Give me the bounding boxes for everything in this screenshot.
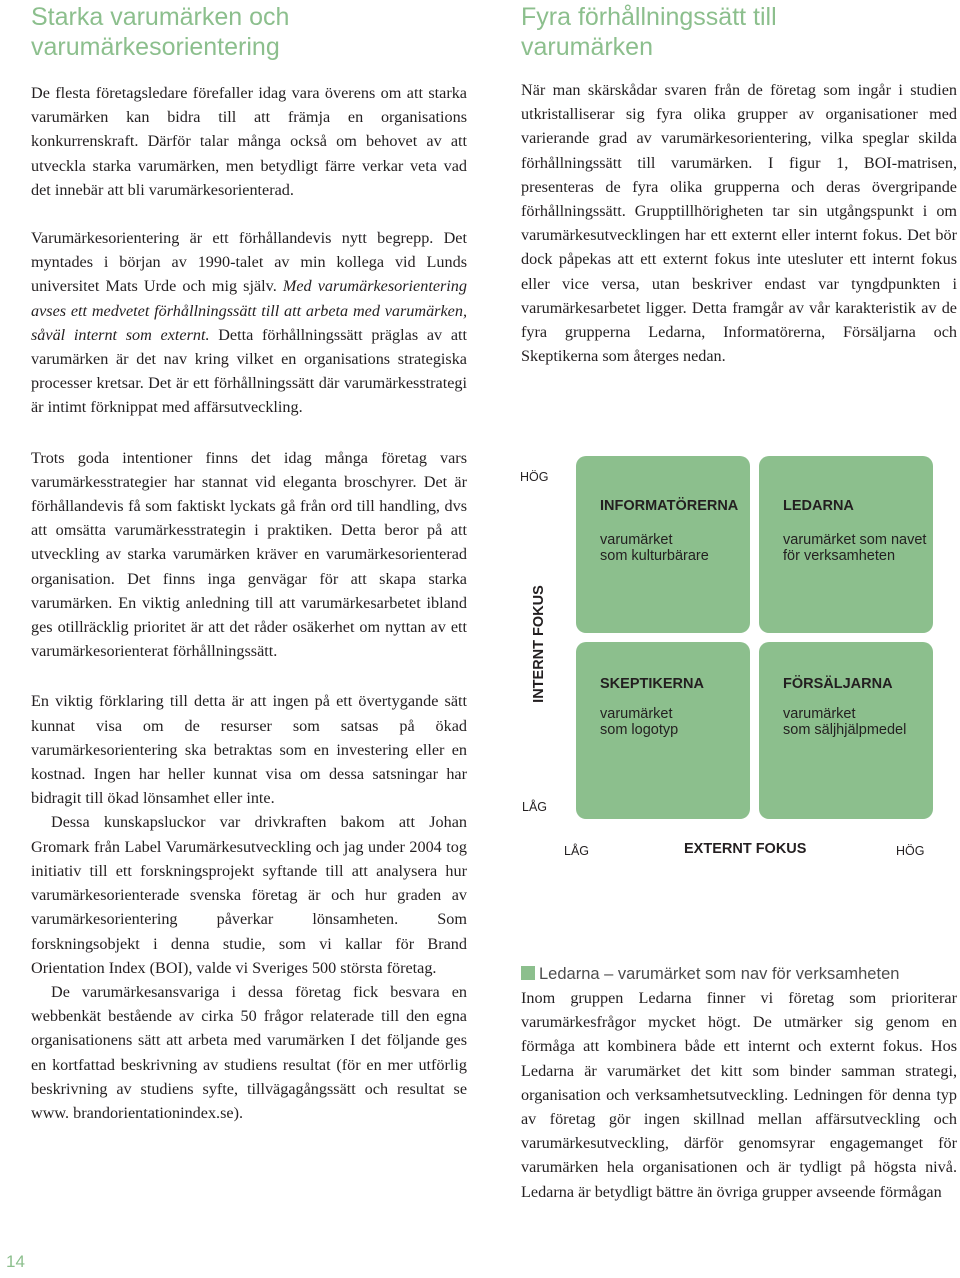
- left-column: [31, 0, 467, 1125]
- quadrant-title: SKEPTIKERNA: [600, 676, 704, 692]
- quadrant-title: LEDARNA: [783, 498, 854, 514]
- boi-matrix: [510, 448, 950, 868]
- left-paragraph-2-start: Varumärkesorientering är ett förhållandevis nytt begrepp. Det myntades i början av 1990-talet av min kollega vid Lunds universitet Mats Urde och mig själv.: [31, 229, 467, 296]
- right-heading: [521, 2, 957, 62]
- quadrant-description: varumärket som säljhjälpmedel: [783, 706, 907, 738]
- right-paragraph-2-wrapper: [521, 986, 957, 1204]
- quadrant-ledarna: [759, 456, 933, 633]
- quadrant-informatorerna: [576, 456, 750, 633]
- right-paragraph-2: Inom gruppen Ledarna finner vi företag som prioriterar varumärkesfrågor mycket högt. De utmärker sig genom en förmåga att kombinera både ett internt och externt fokus. Hos Ledarna är varumärket det kitt som binder samman strategi, organisation och verksamhetsutveckling. Ledningen för denna typ av företag gör ingen skillnad mellan affärsutveckling och varumärkesutveckling, därför genomsyrar engagemanget för varumärken hela organisationen och är tydligt på högsta nivå. Ledarna är betydligt bättre än övriga grupper avseende förmågan: [521, 989, 957, 1201]
- quadrant-title: INFORMATÖRERNA: [600, 498, 739, 514]
- ledarna-subheading-text: Ledarna – varumärket som nav för verksamheten: [539, 965, 900, 983]
- left-heading-line1: Starka varumärken och: [31, 3, 290, 31]
- left-paragraph-2-italic: Med varumärkesorientering avses ett medvetet förhållningssätt till att arbeta med varumärken, såväl internt som externt.: [31, 277, 467, 344]
- quadrant-description: varumärket som kulturbärare: [600, 532, 709, 564]
- right-heading-line1: Fyra förhållningssätt till: [521, 3, 777, 31]
- y-axis-title: INTERNT FOKUS: [531, 585, 547, 703]
- left-paragraph-1: De flesta företagsledare förefaller idag vara överens om att starka varumärken kan bidra till att främja en organisations konkurrenskraft. Därför talar många också om behovet av att utveckla starka varumärken, men betydligt färre verkar veta vad det innebär att bli varumärkesorienterad.: [31, 84, 467, 199]
- quadrant-skeptikerna: [576, 642, 750, 819]
- right-body: [521, 78, 957, 368]
- left-paragraph-5: Dessa kunskapsluckor var drivkraften bakom att Johan Gromark från Label Varumärkesutveckling och jag under 2004 tog initiativ till ett forskningsprojekt syftande till att analysera hur varumärkesorienterade svenska företag är och hur graden av varumärkesorientering påverkar lönsamheten. Som forskningsobjekt i denna studie, som vi kallar för Brand Orientation Index (BOI), valde vi Sveriges 500 största företag.: [31, 813, 467, 977]
- quadrant-description: varumärket som navet för verksamheten: [783, 532, 927, 564]
- right-column: [521, 0, 957, 368]
- x-axis-high-label: HÖG: [896, 844, 925, 858]
- x-axis-title: EXTERNT FOKUS: [684, 841, 807, 857]
- page-number: 14: [6, 1252, 25, 1271]
- left-paragraph-4: En viktig förklaring till detta är att ingen på ett övertygande sätt kunnat visa om de resurser som satsas på ökad varumärkesorientering ska betraktas som en investering eller en kostnad. Ingen har heller kunnat visa om dessa satsningar har bidragit till ökad lönsamhet eller inte.: [31, 692, 467, 808]
- left-paragraph-6: De varumärkesansvariga i dessa företag fick besvara en webbenkät bestående av cirka 50 frågor relaterade till den egna organisationens sätt att arbeta med varumärken I det följande ges en kortfattad beskrivning av studiens resultat (för en mer utförlig beskrivning av studiens syfte, tillvägagångssätt och resultat se www. brandorientationindex.se).: [31, 982, 467, 1122]
- left-paragraph-2-end: Detta förhållningssätt präglas av att varumärken är det nav kring vilket en organisations strategiska processer kretsar. Det är ett förhållningssätt där varumärkesstrategi är intimt förknippat med affärsutveckling.: [31, 325, 467, 417]
- quadrant-forsaljarna: [759, 642, 933, 819]
- green-square-icon: [521, 966, 535, 980]
- quadrant-description: varumärket som logotyp: [600, 706, 679, 738]
- quadrant-title: FÖRSÄLJARNA: [783, 676, 893, 692]
- y-axis-high-label: HÖG: [520, 470, 549, 484]
- left-paragraph-3: Trots goda intentioner finns det idag många företag vars varumärkesstrategier har stannat vid eleganta broschyrer. Det är förhållandevis få som faktiskt lyckats gå från ord till handling, dvs att omsätta varumärkesstrategin i praktiken. Detta beror på att utveckling av starka varumärken kräver en varumärkesorienterad organisation. Det finns inga genvägar för att skapa starka varumärken. En viktig anledning till att varumärkesarbetet ibland ges otillräcklig prioritet är att det råder osäkerhet om nyttan av ett varumärkesorienterat förhållningssätt.: [31, 448, 467, 661]
- right-heading-line2: varumärken: [521, 33, 653, 61]
- left-body: [31, 81, 467, 1125]
- left-heading: [31, 2, 467, 62]
- y-axis-low-label: LÅG: [522, 800, 548, 814]
- ledarna-subheading: [521, 962, 957, 986]
- left-paragraph-2: [31, 226, 467, 420]
- left-heading-line2: varumärkesorientering: [31, 33, 280, 61]
- x-axis-low-label: LÅG: [564, 844, 590, 858]
- right-paragraph-1: När man skärskådar svaren från de företag som ingår i studien utkristalliserar sig fyra olika grupper av organisationer med varierande grad av varumärkesorientering, vilka speglar skilda förhållningssätt till varumärken. I figur 1, BOI-matrisen, presenteras de fyra olika grupperna och deras övergripande förhållningssätt. Grupptillhörigheten tar sin utgångspunkt i om varumärkesutvecklingen har ett externt eller internt fokus. Det bör dock påpekas att ett externt fokus inte utesluter ett internt fokus eller vice versa, utan beskriver endast var tyngdpunkten i varumärkesarbetet ligger. Detta framgår av vår karakteristik av de fyra grupperna Ledarna, Informatörerna, Försäljarna och Skeptikerna som återges nedan.: [521, 81, 957, 366]
